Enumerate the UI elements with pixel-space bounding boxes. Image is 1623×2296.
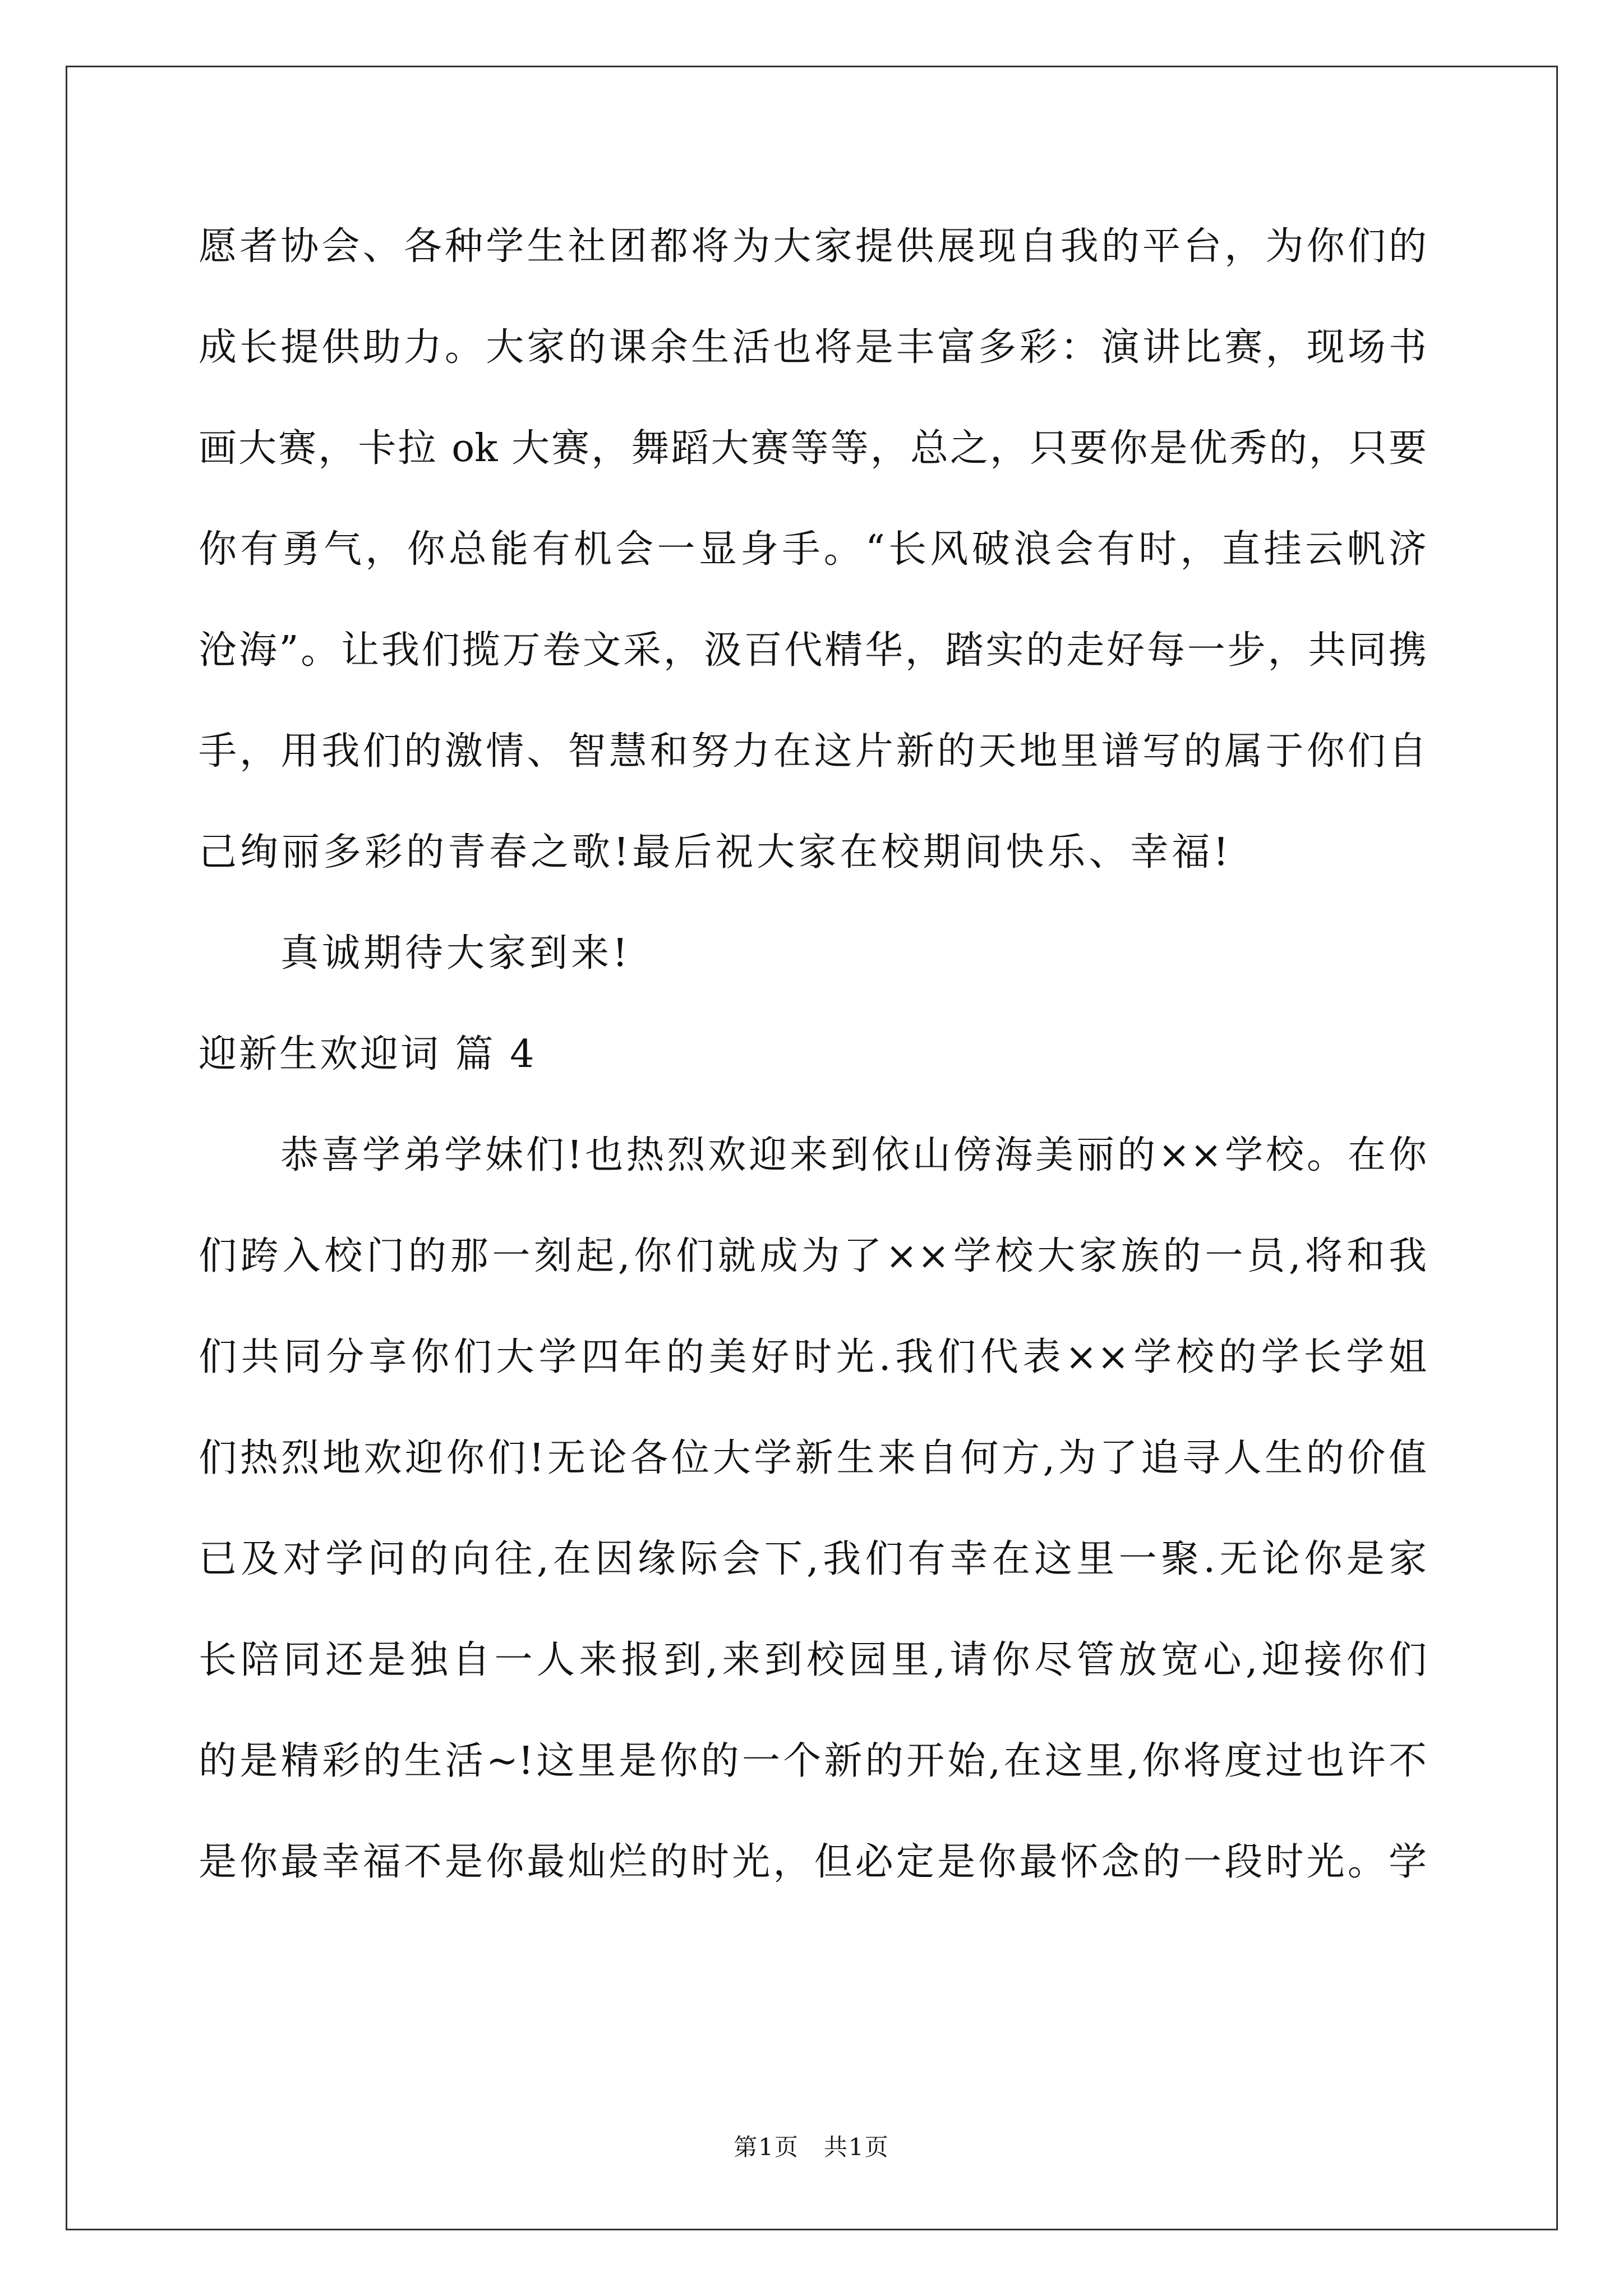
page-number-footer: 第1页 共1页: [734, 2133, 889, 2161]
body-text-line: 是你最幸福不是你最灿烂的时光，但必定是你最怀念的一段时光。学: [199, 1840, 1427, 1884]
body-text-line: 画大赛，卡拉 ok 大赛，舞蹈大赛等等，总之，只要你是优秀的，只要: [199, 426, 1427, 471]
body-text-line: 你有勇气，你总能有机会一显身手。“长风破浪会有时，直挂云帆济: [199, 527, 1427, 572]
body-text-line: 长陪同还是独自一人来报到,来到校园里,请你尽管放宽心,迎接你们: [199, 1638, 1427, 1682]
body-text-line: 沧海”。让我们揽万卷文采，汲百代精华，踏实的走好每一步，共同携: [199, 628, 1427, 673]
body-text-line: 愿者协会、各种学生社团都将为大家提供展现自我的平台，为你们的: [199, 224, 1427, 269]
body-text-line: 恭喜学弟学妹们!也热烈欢迎来到依山傍海美丽的××学校。在你: [280, 1133, 1427, 1177]
body-text-line: 们热烈地欢迎你们!无论各位大学新生来自何方,为了追寻人生的价值: [199, 1436, 1427, 1480]
closing-line: 真诚期待大家到来!: [280, 931, 631, 976]
body-text-line: 己绚丽多彩的青春之歌!最后祝大家在校期间快乐、幸福!: [199, 830, 1232, 875]
body-text-line: 成长提供助力。大家的课余生活也将是丰富多彩：演讲比赛，现场书: [199, 325, 1427, 370]
section-heading: 迎新生欢迎词 篇 4: [199, 1032, 537, 1076]
body-text-line: 手，用我们的激情、智慧和努力在这片新的天地里谱写的属于你们自: [199, 729, 1427, 774]
body-text-line: 的是精彩的生活~!这里是你的一个新的开始,在这里,你将度过也许不: [199, 1739, 1427, 1783]
body-text-line: 们跨入校门的那一刻起,你们就成为了××学校大家族的一员,将和我: [199, 1234, 1427, 1278]
body-text-line: 们共同分享你们大学四年的美好时光.我们代表××学校的学长学姐: [199, 1335, 1427, 1379]
body-text-line: 已及对学问的向往,在因缘际会下,我们有幸在这里一聚.无论你是家: [199, 1537, 1427, 1581]
